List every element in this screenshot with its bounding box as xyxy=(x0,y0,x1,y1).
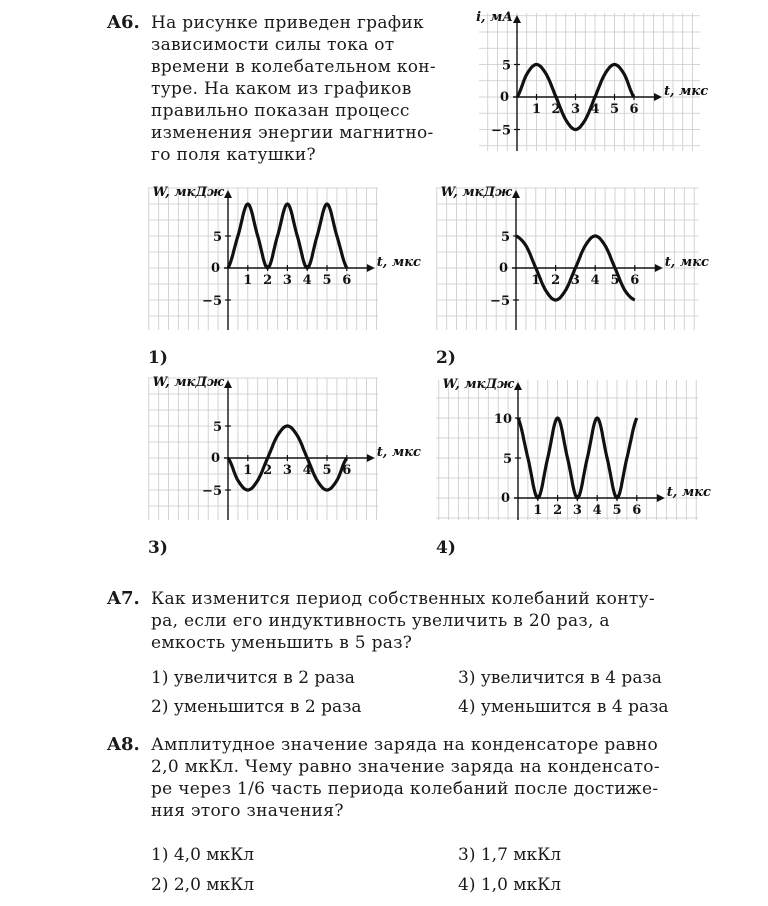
x-tick-label: 2 xyxy=(263,273,273,288)
text-line: правильно показан процесс xyxy=(151,101,410,121)
y-axis-arrow xyxy=(224,190,232,198)
x-tick-label: 4 xyxy=(590,102,600,117)
x-axis-arrow xyxy=(367,264,375,272)
x-tick-label: 1 xyxy=(243,273,253,288)
x-axis-label: t, мкс xyxy=(664,255,709,270)
question-text-a7 xyxy=(151,588,696,654)
x-tick-label: 5 xyxy=(612,503,622,518)
text-line: На рисунке приведен график xyxy=(151,13,424,33)
text-line: ре через 1/6 часть периода колебаний после достиже- xyxy=(151,779,659,799)
origin-label: 0 xyxy=(210,261,220,276)
y-axis-label: i, мА xyxy=(476,10,513,25)
text-line: емкость уменьшить в 5 раз? xyxy=(151,633,413,653)
question-text-a8 xyxy=(151,734,696,822)
x-tick-label: 6 xyxy=(632,503,642,518)
y-axis-arrow xyxy=(513,15,521,23)
question-number-a7: A7. xyxy=(107,588,140,609)
y-tick-label: 5 xyxy=(212,230,222,245)
y-tick-label: −5 xyxy=(202,484,222,499)
text-line: ра, если его индуктивность увеличить в 20 раз, а xyxy=(151,611,610,631)
graph-1 xyxy=(148,185,421,334)
answer-option: 3) увеличится в 4 раза xyxy=(458,668,662,688)
x-tick-label: 4 xyxy=(592,503,602,518)
answer-option: 4) 1,0 мкКл xyxy=(458,875,562,895)
y-axis-label: W, мкДж xyxy=(442,377,514,392)
x-axis-arrow xyxy=(367,454,375,462)
x-axis-label: t, мкс xyxy=(376,445,421,460)
x-axis-arrow xyxy=(657,494,665,502)
y-tick-label: 5 xyxy=(500,230,510,245)
x-tick-label: 5 xyxy=(610,273,620,288)
answer-option: 3) 1,7 мкКл xyxy=(458,845,562,865)
x-tick-label: 6 xyxy=(342,273,352,288)
graph-label-4: 4) xyxy=(436,538,456,558)
x-tick-label: 1 xyxy=(243,463,253,478)
text-line: Амплитудное значение заряда на конденсаторе равно xyxy=(151,735,659,755)
graph-label-2: 2) xyxy=(436,348,456,368)
current-graph xyxy=(475,8,709,156)
x-axis-label: t, мкс xyxy=(664,84,709,99)
origin-label: 0 xyxy=(499,90,509,105)
graph-label-3: 3) xyxy=(148,538,168,558)
answer-option: 4) уменьшится в 4 раза xyxy=(458,697,669,717)
x-tick-label: 5 xyxy=(322,463,332,478)
x-tick-label: 1 xyxy=(531,102,542,117)
text-line: ния этого значения? xyxy=(151,801,344,821)
question-text-a6 xyxy=(151,12,451,166)
x-tick-label: 3 xyxy=(572,503,582,518)
y-tick-label: −5 xyxy=(491,123,511,139)
origin-label: 0 xyxy=(498,261,508,276)
y-tick-label: 5 xyxy=(212,420,222,435)
y-axis-label: W, мкДж xyxy=(152,185,224,200)
x-tick-label: 3 xyxy=(282,463,292,478)
x-tick-label: 2 xyxy=(551,102,561,117)
x-tick-label: 6 xyxy=(630,273,640,288)
x-tick-label: 5 xyxy=(322,273,332,288)
question-number-a8: A8. xyxy=(107,734,140,755)
x-tick-label: 3 xyxy=(570,102,581,117)
text-line: зависимости силы тока от xyxy=(151,35,395,55)
y-axis-arrow xyxy=(224,380,232,388)
x-tick-label: 4 xyxy=(590,273,600,288)
origin-label: 0 xyxy=(500,491,510,506)
y-tick-label: −5 xyxy=(202,294,222,309)
y-tick-label: 10 xyxy=(493,412,512,427)
graph-3 xyxy=(148,375,421,524)
x-tick-label: 1 xyxy=(533,503,543,518)
origin-label: 0 xyxy=(210,451,220,466)
y-tick-label: −5 xyxy=(490,294,510,309)
text-line: 2,0 мкКл. Чему равно значение заряда на конденсато- xyxy=(151,757,660,777)
y-axis-arrow xyxy=(514,382,522,390)
x-tick-label: 2 xyxy=(553,503,563,518)
x-tick-label: 2 xyxy=(263,463,273,478)
answer-option: 1) 4,0 мкКл xyxy=(151,845,255,865)
question-number-a6: A6. xyxy=(107,12,140,33)
x-axis-arrow xyxy=(654,93,662,101)
x-axis-arrow xyxy=(655,264,663,272)
y-axis-label: W, мкДж xyxy=(440,185,512,200)
x-axis-label: t, мкс xyxy=(666,485,711,500)
x-tick-label: 4 xyxy=(302,273,312,288)
text-line: го поля катушки? xyxy=(151,145,316,165)
x-tick-label: 3 xyxy=(570,273,580,288)
answer-option: 1) увеличится в 2 раза xyxy=(151,668,355,688)
x-tick-label: 6 xyxy=(629,102,639,117)
answer-option: 2) 2,0 мкКл xyxy=(151,875,255,895)
y-tick-label: 5 xyxy=(502,452,512,467)
text-line: туре. На каком из графиков xyxy=(151,79,412,99)
x-tick-label: 1 xyxy=(531,273,541,288)
graph-label-1: 1) xyxy=(148,348,168,368)
text-line: изменения энергии магнитно- xyxy=(151,123,434,143)
x-tick-label: 4 xyxy=(302,463,312,478)
x-tick-label: 5 xyxy=(609,102,620,117)
x-tick-label: 3 xyxy=(282,273,292,288)
graph-4 xyxy=(436,376,711,524)
graph-2 xyxy=(436,185,709,334)
y-axis-label: W, мкДж xyxy=(152,375,224,390)
x-tick-label: 6 xyxy=(342,463,352,478)
text-line: Как изменится период собственных колебаний конту- xyxy=(151,589,655,609)
y-tick-label: 5 xyxy=(501,58,511,74)
x-tick-label: 2 xyxy=(551,273,561,288)
x-axis-label: t, мкс xyxy=(376,255,421,270)
y-axis-arrow xyxy=(512,190,520,198)
answer-option: 2) уменьшится в 2 раза xyxy=(151,697,362,717)
text-line: времени в колебательном кон- xyxy=(151,57,436,77)
